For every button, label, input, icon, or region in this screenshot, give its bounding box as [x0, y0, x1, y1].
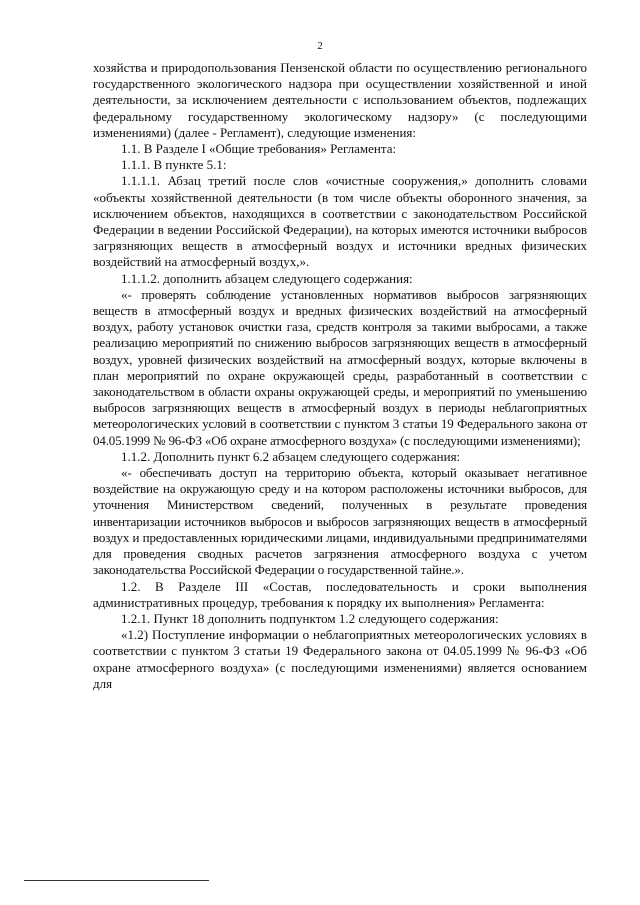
paragraph-intro: хозяйства и природопользования Пензенской области по осуществлению регионального государственного экологического надзора при осуществлении хозяйственной и иной деятельности, за исключением деятельности с использованием объектов, подлежащих федеральному государственному экологическому надзору» (с последующими изменениями) (далее - Регламент), следующие изменения:: [93, 60, 587, 140]
paragraph-item-1-1-1-1: 1.1.1.1. Абзац третий после слов «очистные сооружения,» дополнить словами «объекты хозяйственной деятельности (в том числе объекты оборонного значения, за исключением объектов, находящихся в соответствии с законодательством Российской Федерации в ведении Российской Федерации), на которых имеются источники выбросов загрязняющих веществ в атмосферный воздух и источники вредных физических воздействий на атмосферный воздух,».: [93, 173, 587, 270]
paragraph-section-1-1: 1.1. В Разделе I «Общие требования» Регламента:: [121, 141, 397, 157]
paragraph-section-1-2: 1.2. В Разделе III «Состав, последовательность и сроки выполнения административных процедур, требования к порядку их выполнения» Регламента:: [93, 578, 587, 610]
paragraph-quote-3: «1.2) Поступление информации о неблагоприятных метеорологических условиях в соответствии с пунктом 3 статьи 19 Федерального закона от 04.05.1999 № 96-ФЗ «Об охране атмосферного воздуха» (с последующими изменениями) является основанием для: [93, 627, 587, 691]
paragraph-item-1-1-1-2: 1.1.1.2. дополнить абзацем следующего содержания:: [121, 270, 413, 286]
paragraph-item-1-1-2: 1.1.2. Дополнить пункт 6.2 абзацем следующего содержания:: [121, 448, 461, 464]
paragraph-quote-2: «- обеспечивать доступ на территорию объекта, который оказывает негативное воздействие на окружающую среду и на котором расположены источники выбросов, для уточнения Министерством сведений, полученных в результате проведения инвентаризации источников выбросов и выбросов загрязняющих веществ в атмосферный воздух и предоставленных юридическими лицами, индивидуальными предпринимателями для проведения сводных расчетов загрязнения атмосферного воздуха с учетом законодательства Российской Федерации о государственной тайне.».: [93, 465, 587, 578]
document-body: [93, 60, 587, 692]
paragraph-item-1-2-1: 1.2.1. Пункт 18 дополнить подпунктом 1.2 следующего содержания:: [121, 610, 499, 626]
page-number: 2: [317, 40, 323, 52]
paragraph-item-1-1-1: 1.1.1. В пункте 5.1:: [121, 157, 227, 173]
footnote-rule: [24, 880, 209, 881]
paragraph-quote-1: «- проверять соблюдение установленных нормативов выбросов загрязняющих веществ в атмосферный воздух и вредных физических воздействий на атмосферный воздух, работу установок очистки газа, средств контроля за такими выбросами, а также реализацию мероприятий по снижению выбросов загрязняющих веществ в атмосферный воздух, уровней физических воздействий на атмосферный воздух, которые включены в план мероприятий по охране окружающей среды, разработанный в соответствии с законодательством в области охраны окружающей среды, и мероприятий по уменьшению выбросов загрязняющих веществ в атмосферный воздух в периоды неблагоприятных метеорологических условий в соответствии с пунктом 3 статьи 19 Федерального закона от 04.05.1999 № 96-ФЗ «Об охране атмосферного воздуха» (с последующими изменениями);: [93, 286, 587, 448]
